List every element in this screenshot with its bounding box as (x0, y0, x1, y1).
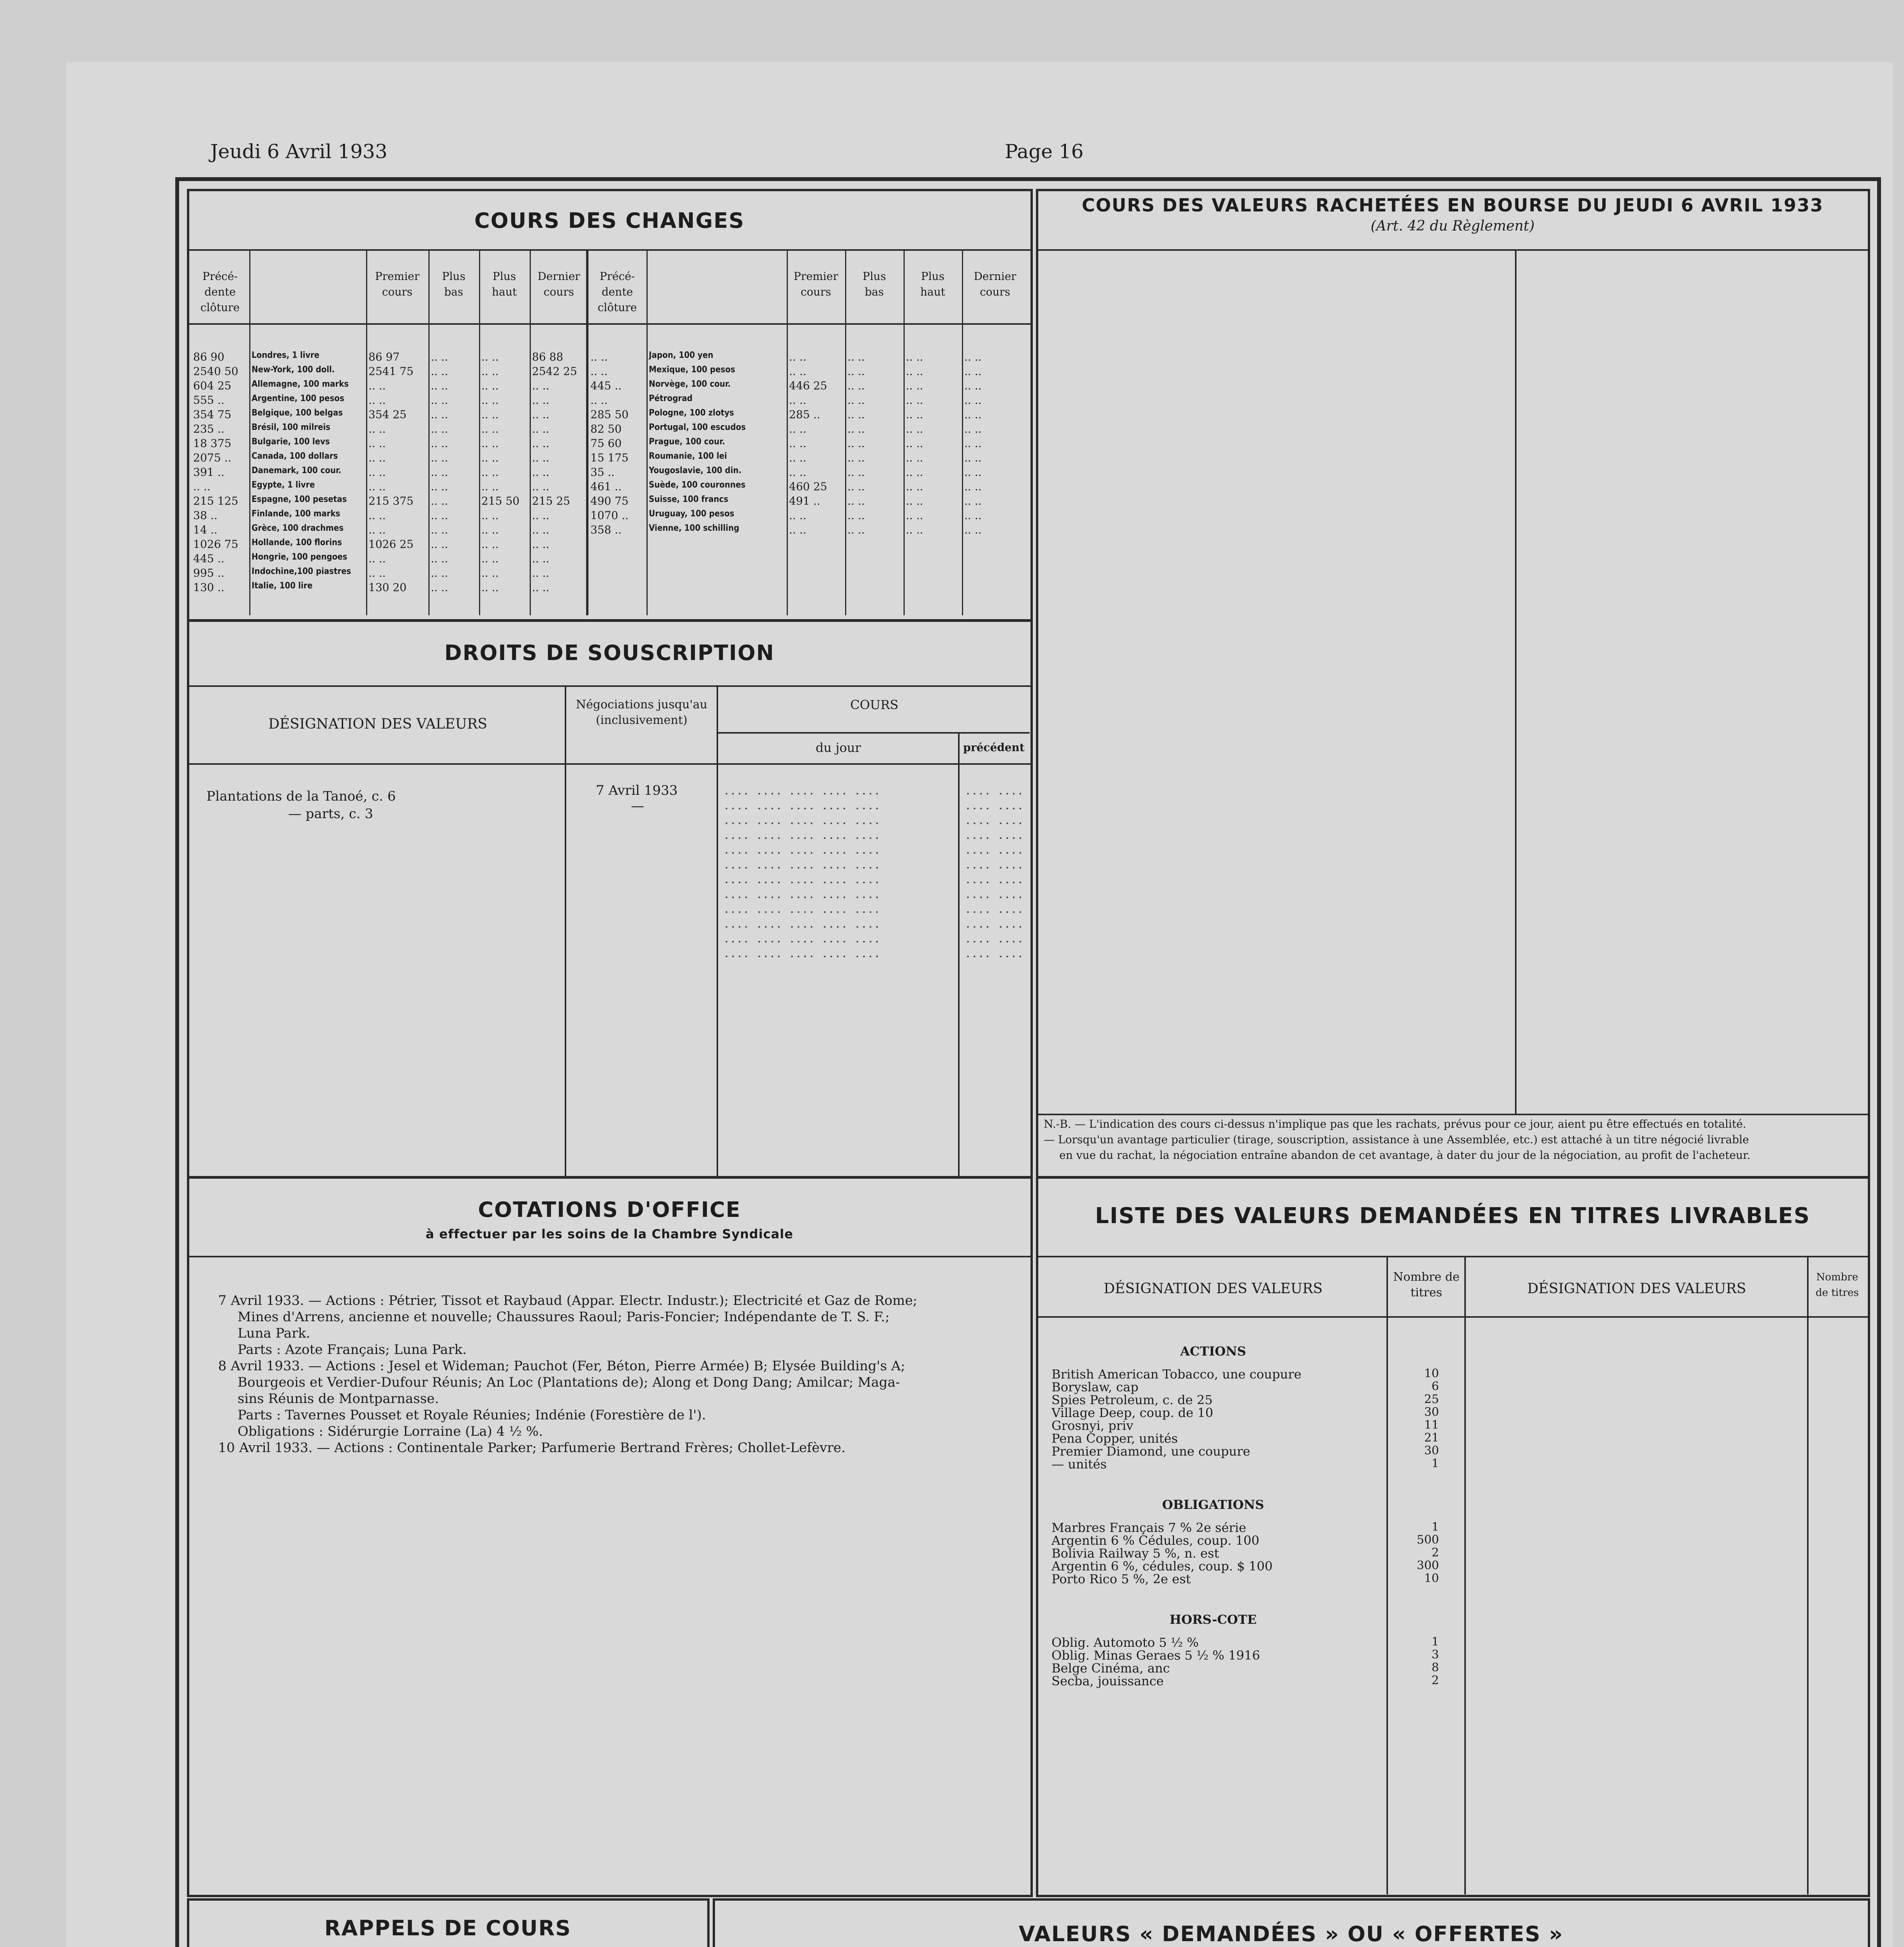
livrables-row-count: 1 (1431, 1520, 1439, 1534)
changes-cell: New-York, 100 doll. (252, 365, 335, 375)
changes-cell: .. .. (481, 552, 499, 565)
rule (479, 249, 480, 615)
changes-cell: 86 88 (532, 350, 564, 363)
changes-cell: Bulgarie, 100 levs (252, 437, 330, 447)
livrables-row-count: 1 (1431, 1635, 1439, 1649)
changes-cell: .. .. (532, 552, 550, 565)
changes-cell: 215 25 (532, 495, 570, 507)
changes-cell: .. .. (193, 480, 211, 493)
changes-cell: 86 97 (368, 350, 400, 363)
changes-cell: 285 .. (789, 408, 821, 421)
changes-cell: .. .. (431, 379, 448, 392)
changes-cell: Suisse, 100 francs (649, 495, 729, 504)
cotations-box (187, 1176, 1033, 1897)
souscription-row-1: Plantations de la Tanoé, c. 6 (206, 789, 396, 804)
rule (904, 249, 905, 615)
changes-cell: .. .. (481, 394, 499, 407)
changes-cell: Uruguay, 100 pesos (649, 509, 734, 519)
changes-header-0: Précé- dente clôture (597, 270, 637, 314)
changes-cell: .. .. (906, 365, 923, 378)
cotations-line: Luna Park. (238, 1326, 310, 1341)
changes-cell: .. .. (789, 365, 807, 378)
cotations-line: 8 Avril 1933. — Actions : Jesel et Wideman; Pauchot (Fer, Béton, Pierre Armée) B; Elysée Building's A; (218, 1358, 905, 1374)
changes-cell: .. .. (906, 350, 923, 363)
changes-cell: 358 .. (590, 523, 622, 536)
changes-cell: 391 .. (193, 466, 225, 479)
livrables-row-name: — unités (1052, 1457, 1107, 1472)
changes-cell: 215 375 (368, 495, 414, 507)
cotations-line: sins Réunis de Montparnasse. (238, 1391, 439, 1407)
changes-cell: Suède, 100 couronnes (649, 480, 746, 490)
rule (718, 732, 1030, 734)
changes-cell: .. .. (481, 480, 499, 493)
rule (1038, 1114, 1868, 1115)
changes-cell: .. .. (964, 451, 982, 464)
changes-cell: .. .. (532, 379, 550, 392)
changes-cell: Indochine,100 piastres (252, 567, 351, 576)
changes-cell: .. .. (789, 422, 807, 435)
changes-cell: .. .. (431, 523, 448, 536)
livrables-row-name: Grosnyi, priv (1052, 1418, 1133, 1433)
changes-cell: 38 .. (193, 509, 218, 522)
rule (189, 685, 1030, 687)
rule (1807, 1256, 1809, 1894)
changes-cell: .. .. (906, 408, 923, 421)
cotations-line: Obligations : Sidérurgie Lorraine (La) 4 ½ %. (238, 1424, 543, 1439)
changes-cell: .. .. (964, 480, 982, 493)
changes-cell: 490 75 (590, 495, 629, 507)
livrables-row-name: Secba, jouissance (1052, 1674, 1164, 1688)
changes-cell: .. .. (590, 394, 608, 407)
souscription-row-2: — parts, c. 3 (288, 806, 373, 822)
changes-cell: .. .. (964, 350, 982, 363)
rule (1464, 1256, 1466, 1894)
changes-cell: .. .. (532, 523, 550, 536)
livrables-h-designation-2: DÉSIGNATION DES VALEURS (1527, 1281, 1746, 1297)
livrables-h-designation: DÉSIGNATION DES VALEURS (1103, 1281, 1323, 1297)
rule (1038, 249, 1868, 251)
changes-cell: .. .. (847, 466, 865, 479)
livrables-row-name: Spies Petroleum, c. de 25 (1052, 1392, 1213, 1407)
page-date: Jeudi 6 Avril 1933 (210, 140, 387, 163)
changes-cell: .. .. (906, 437, 923, 450)
changes-cell: .. .. (964, 365, 982, 378)
changes-cell: .. .. (481, 422, 499, 435)
changes-cell: .. .. (847, 408, 865, 421)
changes-cell: Espagne, 100 pesetas (252, 495, 347, 504)
changes-cell: .. .. (532, 451, 550, 464)
rachetees-note-3: en vue du rachat, la négociation entraîne abandon de cet avantage, à dater du jour de la négociation, au profit de l'acheteur. (1059, 1149, 1751, 1162)
changes-cell: .. .. (964, 523, 982, 536)
changes-cell: .. .. (368, 523, 386, 536)
changes-cell: .. .. (532, 567, 550, 579)
changes-cell: 86 90 (193, 350, 225, 363)
changes-cell: .. .. (847, 523, 865, 536)
changes-cell: .. .. (431, 552, 448, 565)
changes-cell: .. .. (847, 394, 865, 407)
cotations-title: COTATIONS D'OFFICE (478, 1197, 741, 1222)
rule (646, 249, 648, 615)
changes-cell: .. .. (431, 350, 448, 363)
changes-cell: Finlande, 100 marks (252, 509, 340, 519)
changes-cell: .. .. (368, 451, 386, 464)
livrables-row-name: Oblig. Automoto 5 ½ % (1052, 1635, 1199, 1650)
changes-cell: .. .. (906, 495, 923, 507)
livrables-row-name: Oblig. Minas Geraes 5 ½ % 1916 (1052, 1648, 1260, 1663)
changes-cell: Hollande, 100 florins (252, 538, 342, 547)
changes-cell: .. .. (789, 523, 807, 536)
souscription-h-cours: COURS (850, 697, 898, 712)
livrables-row-count: 30 (1424, 1405, 1439, 1419)
changes-cell: .. .. (481, 538, 499, 551)
cotations-line: Parts : Azote Français; Luna Park. (238, 1342, 467, 1357)
changes-header-5: Dernier cours (974, 270, 1016, 298)
changes-cell: .. .. (532, 509, 550, 522)
changes-cell: .. .. (431, 495, 448, 507)
changes-cell: .. .. (906, 422, 923, 435)
changes-cell: .. .. (431, 509, 448, 522)
changes-cell: .. .. (532, 408, 550, 421)
rule (565, 685, 566, 1176)
changes-cell: .. .. (431, 365, 448, 378)
livrables-row-count: 3 (1431, 1648, 1439, 1662)
rule (428, 249, 430, 615)
livrables-row-name: Pena Copper, unités (1052, 1431, 1178, 1446)
souscription-h-nego: Négociations jusqu'au (inclusivement) (576, 698, 708, 727)
livrables-row-name: Porto Rico 5 %, 2e est (1052, 1572, 1191, 1586)
livrables-row-count: 10 (1424, 1572, 1439, 1585)
changes-cell: .. .. (964, 437, 982, 450)
rachetees-title: COURS DES VALEURS RACHETÉES EN BOURSE DU JEUDI 6 AVRIL 1933 (1081, 195, 1824, 216)
changes-cell: 18 375 (193, 437, 231, 450)
changes-cell: 130 20 (368, 581, 407, 594)
rule (366, 249, 367, 615)
changes-cell: 82 50 (590, 422, 622, 435)
changes-cell: .. .. (532, 394, 550, 407)
livrables-row-name: Argentin 6 %, cédules, coup. $ 100 (1052, 1559, 1273, 1574)
livrables-row-count: 21 (1424, 1431, 1439, 1445)
changes-cell: .. .. (431, 422, 448, 435)
rule (586, 249, 588, 615)
cotations-line: 7 Avril 1933. — Actions : Pétrier, Tissot et Raybaud (Appar. Electr. Industr.); Electricité et Gaz de Rome; (218, 1293, 918, 1308)
changes-cell: 445 .. (590, 379, 622, 392)
rule (1038, 1256, 1868, 1257)
changes-cell: Prague, 100 cour. (649, 437, 725, 447)
livrables-section-label: OBLIGATIONS (1162, 1497, 1264, 1512)
changes-cell: .. .. (481, 408, 499, 421)
changes-cell: .. .. (789, 394, 807, 407)
changes-cell: 15 175 (590, 451, 629, 464)
rule (189, 763, 1030, 765)
changes-cell: Roumanie, 100 lei (649, 451, 727, 461)
changes-cell: .. .. (847, 480, 865, 493)
changes-cell: .. .. (847, 451, 865, 464)
changes-cell: .. .. (906, 466, 923, 479)
rule (787, 249, 788, 615)
souscription-date-1: 7 Avril 1933 (596, 783, 678, 798)
livrables-row-name: British American Tobacco, une coupure (1052, 1367, 1302, 1382)
changes-cell: 461 .. (590, 480, 622, 493)
changes-cell: .. .. (590, 350, 608, 363)
changes-cell: .. .. (906, 394, 923, 407)
changes-cell: .. .. (789, 350, 807, 363)
changes-cell: .. .. (789, 466, 807, 479)
changes-cell: .. .. (847, 495, 865, 507)
changes-cell: .. .. (481, 437, 499, 450)
souscription-h-jour: du jour (815, 740, 861, 755)
changes-cell: Grèce, 100 drachmes (252, 523, 344, 533)
cotations-line: 10 Avril 1933. — Actions : Continentale Parker; Parfumerie Bertrand Frères; Chollet-Lefèvre. (218, 1440, 845, 1456)
rappels-title: RAPPELS DE COURS (324, 1916, 571, 1940)
rule (530, 249, 531, 615)
souscription-empty-cells-prec: .... .... .... .... .... .... .... .... .... .... .... .... .... .... .... .... .... .... .... .... .... .... .... .... (966, 782, 1025, 961)
changes-cell: .. .. (590, 365, 608, 378)
changes-header-5: Dernier cours (537, 270, 580, 298)
changes-cell: .. .. (847, 350, 865, 363)
changes-cell: Egypte, 1 livre (252, 480, 315, 490)
changes-cell: 555 .. (193, 394, 225, 407)
changes-cell: 130 .. (193, 581, 225, 594)
changes-cell: .. .. (847, 379, 865, 392)
rule (189, 1256, 1030, 1257)
livrables-row-count: 6 (1431, 1380, 1439, 1393)
changes-cell: .. .. (481, 350, 499, 363)
rule (958, 732, 960, 1176)
rule (845, 249, 846, 615)
changes-cell: .. .. (847, 422, 865, 435)
cotations-subtitle: à effectuer par les soins de la Chambre Syndicale (426, 1227, 793, 1241)
livrables-row-count: 2 (1431, 1674, 1439, 1687)
changes-cell: Vienne, 100 schilling (649, 523, 740, 533)
changes-cell: .. .. (481, 365, 499, 378)
changes-header-3: Plus bas (862, 270, 886, 298)
changes-cell: .. .. (789, 451, 807, 464)
cotations-line: Mines d'Arrens, ancienne et nouvelle; Chaussures Raoul; Paris-Foncier; Indépendante de T. S. F.; (238, 1309, 890, 1325)
livrables-row-count: 11 (1424, 1418, 1439, 1432)
changes-cell: Danemark, 100 cour. (252, 466, 342, 475)
livrables-h-nombre: Nombre de titres (1393, 1270, 1460, 1299)
changes-cell: .. .. (368, 422, 386, 435)
livrables-row-count: 8 (1431, 1661, 1439, 1674)
livrables-h-nombre-2: Nombre de titres (1816, 1271, 1859, 1299)
livrables-row-name: Premier Diamond, une coupure (1052, 1444, 1251, 1459)
rachetees-subtitle: (Art. 42 du Règlement) (1370, 218, 1535, 234)
changes-cell: Yougoslavie, 100 din. (649, 466, 742, 475)
changes-cell: 2540 50 (193, 365, 238, 378)
changes-cell: .. .. (964, 408, 982, 421)
changes-cell: 215 50 (481, 495, 520, 507)
livrables-row-name: Boryslaw, cap (1052, 1380, 1139, 1394)
rule (1515, 249, 1517, 1114)
changes-cell: .. .. (847, 437, 865, 450)
changes-cell: .. .. (431, 437, 448, 450)
page-number: Page 16 (1005, 140, 1084, 163)
souscription-empty-cells: .... .... .... .... .... .... .... .... .... .... .... .... .... .... .... .... .... .... .... .... .... .... .... .... .... .... .... .... .... .... .... .... .... .... .... .... .... .... .... .... .... .... .... .... .... .... .... .... .... .... .... .... .... .... .... .... .... .... .... .... (724, 782, 882, 961)
changes-cell: 2541 75 (368, 365, 414, 378)
changes-cell: .. .. (532, 466, 550, 479)
livrables-section-label: HORS-COTE (1170, 1612, 1257, 1627)
livrables-row-count: 10 (1424, 1367, 1439, 1380)
changes-cell: .. .. (964, 379, 982, 392)
changes-header-2: Premier cours (375, 270, 420, 298)
changes-cell: .. .. (368, 394, 386, 407)
changes-cell: Londres, 1 livre (252, 350, 320, 360)
changes-cell: 1026 75 (193, 538, 238, 551)
changes-header-0: Précé- dente clôture (200, 270, 240, 314)
livrables-row-name: Village Deep, coup. de 10 (1052, 1405, 1214, 1420)
changes-cell: 354 75 (193, 408, 231, 421)
souscription-title: DROITS DE SOUSCRIPTION (444, 641, 775, 665)
changes-cell: .. .. (431, 408, 448, 421)
changes-cell: Mexique, 100 pesos (649, 365, 735, 375)
changes-cell: Hongrie, 100 pengoes (252, 552, 347, 562)
changes-cell: .. .. (532, 538, 550, 551)
changes-cell: .. .. (431, 480, 448, 493)
changes-cell: .. .. (906, 523, 923, 536)
changes-cell: .. .. (368, 379, 386, 392)
changes-cell: .. .. (368, 480, 386, 493)
rachetees-note-2: — Lorsqu'un avantage particulier (tirage, souscription, assistance à une Assemblée, etc.) est attaché à un titre négocié livrable (1044, 1133, 1749, 1146)
changes-header-3: Plus bas (442, 270, 466, 298)
changes-cell: .. .. (906, 451, 923, 464)
rule (1386, 1256, 1388, 1894)
changes-cell: .. .. (964, 422, 982, 435)
livrables-row-count: 300 (1416, 1559, 1439, 1572)
changes-cell: .. .. (789, 437, 807, 450)
livrables-row-count: 1 (1431, 1457, 1439, 1470)
changes-cell: 460 25 (789, 480, 827, 493)
changes-cell: .. .. (481, 509, 499, 522)
changes-cell: .. .. (368, 509, 386, 522)
changes-cell: .. .. (368, 567, 386, 579)
livrables-title: LISTE DES VALEURS DEMANDÉES EN TITRES LIVRABLES (1095, 1203, 1811, 1229)
livrables-row-name: Belge Cinéma, anc (1052, 1661, 1170, 1676)
rule (249, 249, 250, 615)
livrables-row-count: 25 (1424, 1392, 1439, 1406)
changes-cell: 2542 25 (532, 365, 577, 378)
changes-cell: .. .. (964, 509, 982, 522)
changes-cell: .. .. (481, 523, 499, 536)
changes-cell: .. .. (481, 379, 499, 392)
changes-cell: .. .. (481, 581, 499, 594)
changes-cell: .. .. (906, 509, 923, 522)
changes-cell: .. .. (789, 509, 807, 522)
changes-cell: 75 60 (590, 437, 622, 450)
changes-cell: 1070 .. (590, 509, 629, 522)
rachetees-box (1036, 189, 1870, 1179)
changes-cell: Canada, 100 dollars (252, 451, 338, 461)
changes-cell: 995 .. (193, 567, 225, 579)
souscription-h-prec: précédent (963, 741, 1025, 754)
changes-cell: Pologne, 100 zlotys (649, 408, 734, 418)
changes-cell: .. .. (906, 379, 923, 392)
livrables-row-name: Marbres Français 7 % 2e série (1052, 1520, 1246, 1535)
changes-cell: .. .. (481, 466, 499, 479)
changes-cell: .. .. (964, 495, 982, 507)
souscription-h-designation: DÉSIGNATION DES VALEURS (268, 716, 488, 732)
livrables-row-name: Argentin 6 % Cédules, coup. 100 (1052, 1533, 1259, 1548)
changes-cell: Pétrograd (649, 394, 693, 403)
changes-cell: Argentine, 100 pesos (252, 394, 344, 403)
changes-cell: 285 50 (590, 408, 629, 421)
changes-cell: 215 125 (193, 495, 238, 507)
cotations-line: Bourgeois et Verdier-Dufour Réunis; An Loc (Plantations de); Along et Dong Dang; Amilcar; Maga- (238, 1375, 900, 1390)
changes-cell: .. .. (532, 422, 550, 435)
changes-cell: .. .. (431, 394, 448, 407)
changes-cell: Japon, 100 yen (649, 350, 713, 360)
rule (962, 249, 963, 615)
changes-cell: Belgique, 100 belgas (252, 408, 343, 418)
rule (717, 685, 718, 1176)
changes-title: COURS DES CHANGES (474, 208, 745, 233)
cotations-line: Parts : Tavernes Pousset et Royale Réunies; Indénie (Forestière de l'). (238, 1407, 706, 1423)
changes-cell: .. .. (431, 581, 448, 594)
changes-cell: .. .. (847, 365, 865, 378)
changes-cell: 445 .. (193, 552, 225, 565)
changes-cell: .. .. (481, 567, 499, 579)
livrables-section-label: ACTIONS (1180, 1344, 1246, 1359)
changes-cell: 2075 .. (193, 451, 231, 464)
changes-cell: .. .. (964, 466, 982, 479)
changes-header-2: Premier cours (793, 270, 838, 298)
changes-cell: .. .. (532, 480, 550, 493)
changes-cell: 354 25 (368, 408, 407, 421)
changes-cell: .. .. (431, 466, 448, 479)
changes-cell: .. .. (368, 552, 386, 565)
changes-cell: .. .. (906, 480, 923, 493)
changes-cell: 235 .. (193, 422, 225, 435)
changes-cell: 446 25 (789, 379, 827, 392)
changes-cell: Portugal, 100 escudos (649, 422, 746, 432)
changes-cell: .. .. (368, 437, 386, 450)
changes-cell: .. .. (431, 451, 448, 464)
livrables-row-name: Bolivia Railway 5 %, n. est (1052, 1546, 1219, 1561)
changes-cell: .. .. (532, 581, 550, 594)
changes-cell: Italie, 100 lire (252, 581, 313, 591)
offertes-title: VALEURS « DEMANDÉES » OU « OFFERTES » (1018, 1922, 1564, 1946)
changes-cell: .. .. (368, 466, 386, 479)
changes-cell: .. .. (964, 394, 982, 407)
livrables-row-count: 500 (1416, 1533, 1439, 1547)
changes-cell: Brésil, 100 milreis (252, 422, 331, 432)
changes-header-4: Plus haut (920, 270, 945, 298)
rule (1038, 1316, 1868, 1318)
changes-cell: .. .. (847, 509, 865, 522)
changes-cell: .. .. (481, 451, 499, 464)
changes-cell: 491 .. (789, 495, 821, 507)
changes-cell: Allemagne, 100 marks (252, 379, 349, 389)
souscription-date-2: — (631, 798, 644, 814)
changes-cell: 1026 25 (368, 538, 414, 551)
livrables-row-count: 2 (1431, 1546, 1439, 1560)
changes-cell: .. .. (431, 567, 448, 579)
changes-header-4: Plus haut (491, 270, 517, 298)
changes-cell: 604 25 (193, 379, 231, 392)
rachetees-note-1: N.-B. — L'indication des cours ci-dessus n'implique pas que les rachats, prévus pour ce jour, aient pu être effectués en totalité. (1044, 1118, 1746, 1130)
livrables-row-count: 30 (1424, 1444, 1439, 1458)
changes-cell: 14 .. (193, 523, 218, 536)
changes-cell: 35 .. (590, 466, 615, 479)
changes-cell: Norvège, 100 cour. (649, 379, 731, 389)
changes-cell: .. .. (431, 538, 448, 551)
changes-cell: .. .. (532, 437, 550, 450)
